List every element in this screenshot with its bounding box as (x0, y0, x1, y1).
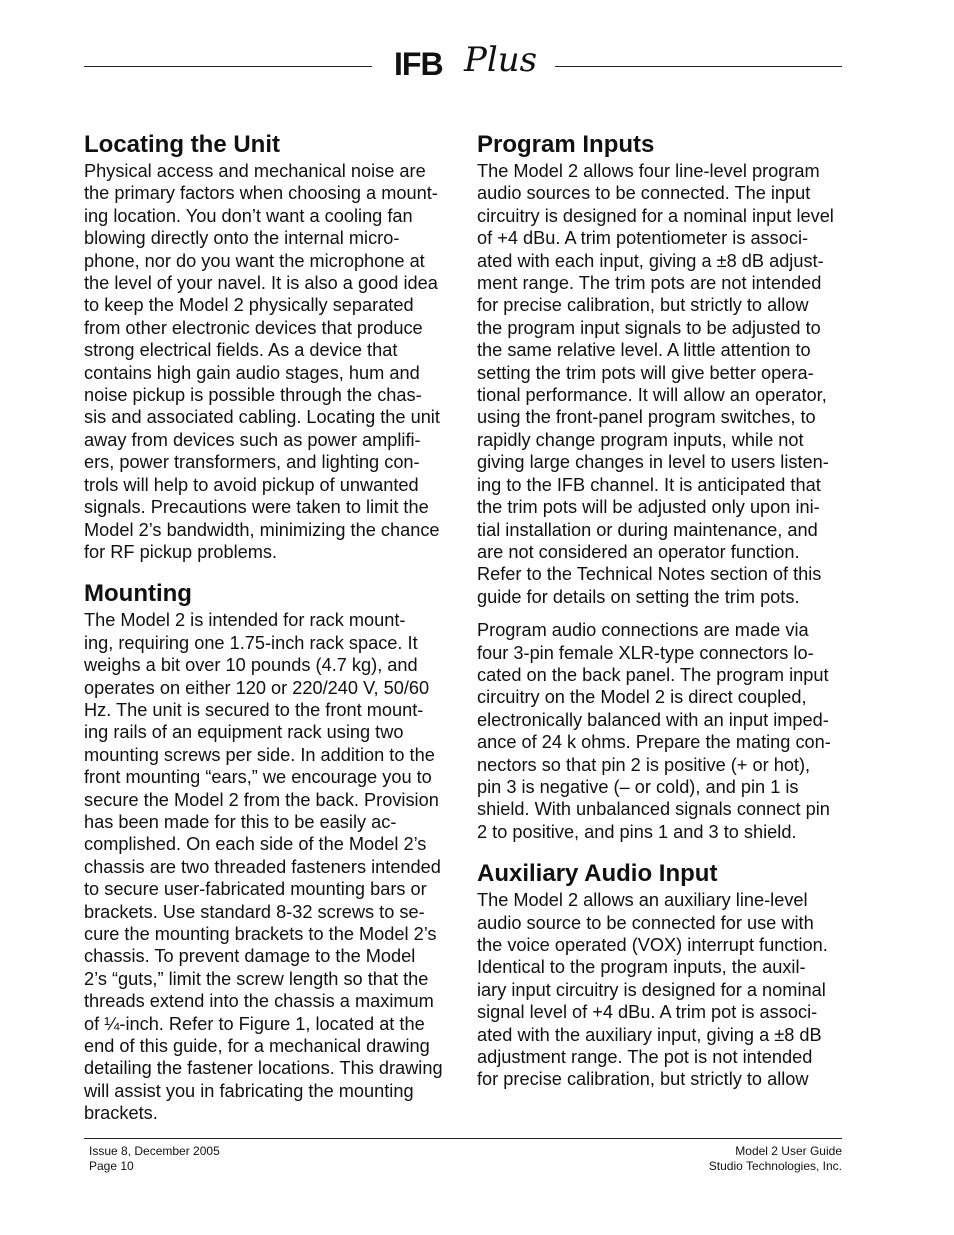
text-line: detailing the fastener locations. This drawing (84, 1058, 443, 1079)
text-line: secure the Model 2 from the back. Provision (84, 789, 439, 810)
section-heading: Program Inputs (477, 131, 655, 158)
ifb-plus-logo (394, 40, 538, 84)
text-line: complished. On each side of the Model 2’s (84, 834, 427, 855)
text-line: cated on the back panel. The program input (477, 664, 829, 685)
text-line: setting the trim pots will give better opera- (477, 362, 814, 383)
text-line: chassis. To prevent damage to the Model (84, 946, 416, 967)
text-line: using the front-panel program switches, to (477, 407, 816, 428)
text-line: are not considered an operator function. (477, 541, 800, 562)
text-line: ing location. You don’t want a cooling fan (84, 205, 413, 226)
footer-issue: Issue 8, December 2005 (89, 1144, 220, 1158)
text-line: ance of 24 k ohms. Prepare the mating con- (477, 732, 831, 753)
text-line: sis and associated cabling. Locating the unit (84, 407, 440, 428)
text-line: strong electrical fields. As a device that (84, 340, 398, 361)
text-line: has been made for this to be easily ac- (84, 811, 397, 832)
text-line: front mounting “ears,” we encourage you to (84, 767, 432, 788)
body-paragraph (84, 160, 452, 563)
text-line: chassis are two threaded fasteners intended (84, 856, 441, 877)
text-line: the level of your navel. It is also a good idea (84, 273, 438, 294)
body-paragraph (477, 160, 847, 608)
text-line: shield. With unbalanced signals connect pin (477, 799, 830, 820)
text-line: noise pickup is possible through the chas- (84, 385, 422, 406)
text-line: contains high gain audio stages, hum and (84, 362, 420, 383)
text-line: 2 to positive, and pins 1 and 3 to shield. (477, 821, 797, 842)
footer-right (709, 1144, 842, 1174)
logo-ifb-text: IFB (394, 46, 443, 82)
left-column (84, 130, 452, 1125)
text-line: iary input circuitry is designed for a nominal (477, 979, 826, 1000)
text-line: weighs a bit over 10 pounds (4.7 kg), and (84, 655, 418, 676)
text-line: threads extend into the chassis a maximum (84, 991, 434, 1012)
footer-guide-title: Model 2 User Guide (735, 1144, 842, 1158)
text-line: signals. Precautions were taken to limit the (84, 497, 429, 518)
text-line: end of this guide, for a mechanical drawing (84, 1036, 430, 1057)
text-line: circuitry on the Model 2 is direct coupled, (477, 687, 807, 708)
section-heading: Mounting (84, 580, 192, 608)
section-gap (477, 843, 847, 859)
text-line: away from devices such as power amplifi- (84, 429, 421, 450)
text-line: the voice operated (VOX) interrupt function. (477, 935, 828, 955)
text-line: Physical access and mechanical noise are (84, 161, 426, 181)
section-heading: Auxiliary Audio Input (477, 860, 718, 888)
body-paragraph (477, 889, 847, 1091)
header-rule-left (84, 66, 372, 67)
text-line: tial installation or during maintenance, and (477, 519, 818, 540)
text-line: 2’s “guts,” limit the screw length so that the (84, 968, 429, 989)
text-line: brackets. Use standard 8-32 screws to se- (84, 901, 425, 922)
text-line: electronically balanced with an input imped- (477, 709, 829, 730)
text-line: brackets. (84, 1103, 158, 1124)
text-line: adjustment range. The pot is not intended (477, 1047, 813, 1068)
text-line: ing to the IFB channel. It is anticipated that (477, 474, 821, 495)
footer-company: Studio Technologies, Inc. (708, 1159, 842, 1173)
text-line: Refer to the Technical Notes section of this (477, 564, 822, 585)
text-line: Identical to the program inputs, the auxil- (477, 957, 806, 978)
text-line: rapidly change program inputs, while not (477, 429, 804, 450)
text-line: nectors so that pin 2 is positive (+ or hot), (477, 754, 811, 775)
text-line: of +4 dBu. A trim potentiometer is associ- (477, 228, 809, 249)
text-line: the same relative level. A little attention to (477, 340, 811, 361)
body-paragraph (477, 619, 847, 843)
section-gap (84, 563, 452, 579)
text-line: ers, power transformers, and lighting con- (84, 452, 420, 473)
text-line: Hz. The unit is secured to the front mount- (84, 699, 424, 720)
text-line: The Model 2 allows an auxiliary line-level (477, 890, 808, 911)
text-line: phone, nor do you want the microphone at (84, 250, 425, 271)
logo-plus-text: Plus (464, 40, 538, 80)
header-rule-right (555, 66, 842, 67)
text-line: audio source to be connected for use with (477, 912, 814, 933)
section-heading: Locating the Unit (84, 131, 280, 158)
text-line: ated with each input, giving a ±8 dB adjust- (477, 250, 824, 271)
text-line: ated with the auxiliary input, giving a ±8 dB (477, 1024, 822, 1045)
text-line: The Model 2 is intended for rack mount- (84, 610, 406, 631)
text-line: four 3-pin female XLR-type connectors lo- (477, 642, 814, 663)
text-line: ing, requiring one 1.75-inch rack space. It (84, 632, 418, 653)
text-line: audio sources to be connected. The input (477, 183, 811, 204)
text-line: from other electronic devices that produce (84, 317, 423, 338)
text-line: to keep the Model 2 physically separated (84, 295, 414, 316)
footer-rule (84, 1138, 842, 1139)
text-line: will assist you in fabricating the mounting (84, 1080, 414, 1101)
text-line: to secure user-fabricated mounting bars or (84, 879, 427, 900)
text-line: guide for details on setting the trim pots. (477, 586, 800, 607)
text-line: the program input signals to be adjusted to (477, 317, 821, 338)
text-line: trols will help to avoid pickup of unwanted (84, 474, 419, 495)
text-line: giving large changes in level to users listen- (477, 452, 829, 473)
text-line: ing rails of an equipment rack using two (84, 722, 404, 743)
text-line: for precise calibration, but strictly to allow (477, 1069, 809, 1090)
text-line: tional performance. It will allow an operator, (477, 385, 827, 406)
text-line: the trim pots will be adjusted only upon ini- (477, 497, 820, 518)
text-line: for RF pickup problems. (84, 541, 278, 562)
text-line: pin 3 is negative (– or cold), and pin 1 is (477, 776, 799, 797)
text-line: cure the mounting brackets to the Model 2’s (84, 924, 437, 944)
text-line: blowing directly onto the internal micro- (84, 228, 400, 249)
text-line: of ¼-inch. Refer to Figure 1, located at the (84, 1013, 425, 1034)
text-line: Program audio connections are made via (477, 620, 809, 641)
text-line: operates on either 120 or 220/240 V, 50/60 (84, 677, 430, 698)
text-line: ment range. The trim pots are not intended (477, 273, 822, 294)
text-line: the primary factors when choosing a mount- (84, 183, 438, 204)
footer-left (89, 1144, 220, 1174)
text-line: for precise calibration, but strictly to allow (477, 295, 809, 316)
text-line: circuitry is designed for a nominal input level (477, 205, 834, 226)
footer-page-number: Page 10 (89, 1159, 134, 1173)
paragraph-gap (477, 608, 847, 619)
right-column (477, 130, 847, 1091)
text-line: signal level of +4 dBu. A trim pot is associ- (477, 1002, 818, 1023)
text-line: mounting screws per side. In addition to the (84, 744, 435, 765)
text-line: Model 2’s bandwidth, minimizing the chance (84, 519, 440, 540)
body-paragraph (84, 609, 452, 1124)
text-line: The Model 2 allows four line-level program (477, 161, 820, 181)
